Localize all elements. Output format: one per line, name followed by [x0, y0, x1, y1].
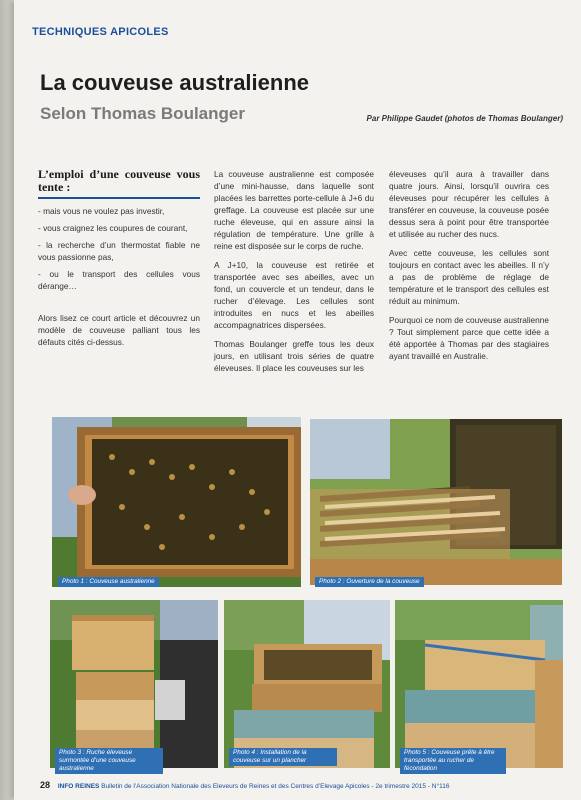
list-item: - la recherche d’un thermostat fiable ne vous passionne pas,	[38, 240, 200, 262]
byline: Par Philippe Gaudet (photos de Thomas Boulanger)	[366, 114, 563, 123]
sidebar-bullet-list	[38, 205, 200, 292]
section-label: TECHNIQUES APICOLES	[32, 26, 169, 38]
paragraph: éleveuses qu’il aura à travailler dans quatre jours. Ainsi, lorsqu’il ouvrira ces éleveuses pour récupérer les cellules à transférer en couveuse, la couveuse posée dessus sera à point pour être transportée et utilisée au rucher des nucs.	[389, 169, 549, 239]
article-subtitle: Selon Thomas Boulanger	[40, 104, 245, 123]
article-title: La couveuse australienne	[40, 70, 309, 95]
photo-3-image	[50, 600, 218, 768]
photo-4-image	[224, 600, 390, 768]
paragraph: Thomas Boulanger greffe tous les deux jours, en utilisant trois séries de quatre éleveuses. Il place les couveuses sur les	[214, 339, 374, 373]
publication-name: INFO REINES	[57, 783, 100, 790]
list-item: - vous craignez les coupures de courant,	[38, 223, 188, 233]
list-item: - mais vous ne voulez pas investir,	[38, 206, 165, 216]
photo-3	[50, 600, 218, 768]
sidebar-rule	[38, 197, 200, 199]
photo-5-caption: Photo 5 : Couveuse prête à être transportée au rucher de fécondation	[400, 748, 506, 774]
photo-1	[52, 417, 301, 587]
photo-3-caption: Photo 3 : Ruche éleveuse surmontée d’une couveuse australienne	[55, 748, 163, 774]
photo-4	[224, 600, 390, 768]
body-column-2	[214, 168, 374, 381]
paragraph: Avec cette couveuse, les cellules sont toujours en contact avec les abeilles. Il n’y a pas de problème de réglage de température et le transport des cellules est réduit au minimum.	[389, 248, 549, 306]
body-column-3	[389, 168, 549, 369]
footer-text: Bulletin de l’Association Nationale des Eleveurs de Reines et des Centres d’Elevage Apicoles - 2e trimestre 2015 - N°116	[101, 783, 450, 790]
photo-2-image	[310, 419, 562, 585]
photo-1-caption: Photo 1 : Couveuse australienne	[58, 577, 159, 587]
binding-spine	[0, 0, 14, 800]
sidebar-heading: L’emploi d’une couveuse vous tente :	[38, 167, 200, 194]
paragraph: La couveuse australienne est composée d’une mini-hausse, dans laquelle sont placées les barrettes porte-cellule à J+6 du greffage. La couveuse est placée sur une ruche éleveuse, qui en assure ainsi la régulation de température. Une grille à reine est disposée sur le corps de ruche.	[214, 169, 374, 251]
photo-2	[310, 419, 562, 585]
sidebar-column	[38, 168, 200, 355]
sidebar-intro-text: Alors lisez ce court article et découvrez un modèle de couveuse palliant tous les défauts cités ci-dessus.	[38, 313, 200, 347]
photo-1-image	[52, 417, 301, 587]
list-item: - ou le transport des cellules vous dérange…	[38, 269, 200, 291]
paragraph: A J+10, la couveuse est retirée et transportée avec ses abeilles, avec un fond, un couvercle et un tendeur, dans le rucher d’élevage. Les cellules sont introduites en nucs et les abeilles accompagnatrices dispersées.	[214, 260, 374, 330]
photo-5-image	[395, 600, 563, 768]
page-number: 28	[40, 780, 51, 790]
photo-4-caption: Photo 4 : Installation de la couveuse sur un plancher	[229, 748, 337, 766]
paragraph: Pourquoi ce nom de couveuse australienne ? Tout simplement parce que cette idée a été apportée à Thomas par des stagiaires ayant travaillé en Australie.	[389, 315, 549, 361]
photo-2-caption: Photo 2 : Ouverture de la couveuse	[315, 577, 424, 587]
page-footer	[40, 780, 560, 790]
photo-5	[395, 600, 563, 768]
